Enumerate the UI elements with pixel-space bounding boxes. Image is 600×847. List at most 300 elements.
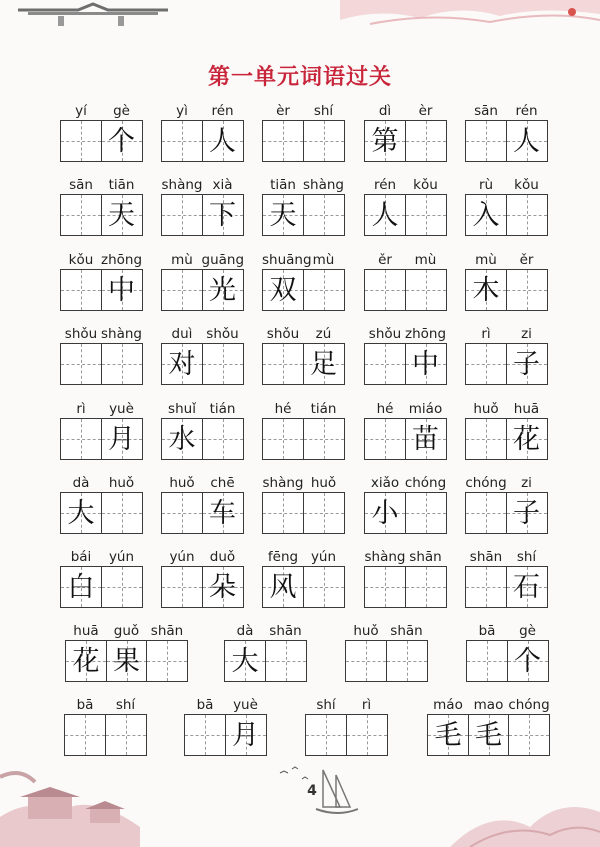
writing-cell-blank[interactable] xyxy=(405,194,447,236)
writing-cell-blank[interactable] xyxy=(465,343,507,385)
writing-cell-blank[interactable] xyxy=(303,194,345,236)
pinyin-label: huā xyxy=(73,623,99,639)
pinyin-label: shàng xyxy=(262,475,304,491)
writing-cell-filled xyxy=(101,120,143,162)
pinyin-label: zhōng xyxy=(404,326,447,342)
hanzi-character xyxy=(365,419,405,459)
pinyin-label: zhōng xyxy=(100,252,143,268)
writing-cell-blank[interactable] xyxy=(161,492,203,534)
tian-zi-ge-boxes xyxy=(262,120,343,162)
writing-cell-blank[interactable] xyxy=(506,269,548,311)
hanzi-character: 天 xyxy=(108,199,135,231)
pinyin-label: gè xyxy=(519,623,536,639)
word-item xyxy=(161,102,244,162)
hanzi-character: 车 xyxy=(209,497,236,529)
pinyin-label: huǒ xyxy=(353,623,379,639)
hanzi-character xyxy=(61,195,101,235)
writing-cell-filled xyxy=(507,640,549,682)
pinyin-label: ěr xyxy=(378,252,392,268)
writing-cell-blank[interactable] xyxy=(303,269,345,311)
hanzi-character xyxy=(61,419,101,459)
word-item xyxy=(427,696,550,756)
word-item xyxy=(60,400,143,460)
writing-cell-blank[interactable] xyxy=(465,120,507,162)
writing-cell-blank[interactable] xyxy=(105,714,147,756)
writing-cell-blank[interactable] xyxy=(161,194,203,236)
pinyin-label: chóng xyxy=(404,475,447,491)
tian-zi-ge-boxes xyxy=(65,640,187,682)
writing-cell-filled xyxy=(202,269,244,311)
writing-cell-blank[interactable] xyxy=(161,566,203,608)
hanzi-character: 子 xyxy=(513,348,540,380)
pinyin-label: mao xyxy=(473,697,504,713)
pinyin-label: shàng xyxy=(364,549,406,565)
roof-eaves-decoration xyxy=(18,0,168,30)
hanzi-character xyxy=(406,567,446,607)
writing-cell-blank[interactable] xyxy=(465,566,507,608)
mountain-decoration xyxy=(340,0,600,32)
hanzi-character: 子 xyxy=(513,497,540,529)
hanzi-character xyxy=(61,270,101,310)
writing-cell-blank[interactable] xyxy=(184,714,226,756)
word-item xyxy=(364,176,447,236)
hanzi-character xyxy=(387,641,427,681)
pinyin-label: tián xyxy=(209,401,236,417)
pinyin-label: chóng xyxy=(465,475,507,491)
pinyin-label: dà xyxy=(236,623,254,639)
pinyin-label: bā xyxy=(76,697,94,713)
tian-zi-ge-boxes xyxy=(60,492,141,534)
word-item xyxy=(60,102,143,162)
writing-cell-blank[interactable] xyxy=(303,566,345,608)
pinyin-label: rù xyxy=(478,177,494,193)
pinyin-label: shuāng xyxy=(262,252,312,268)
hanzi-character: 足 xyxy=(310,348,337,380)
writing-cell-blank[interactable] xyxy=(202,418,244,460)
writing-cell-filled xyxy=(202,194,244,236)
writing-cell-filled xyxy=(224,640,266,682)
pinyin-label: mù xyxy=(171,252,193,268)
pinyin-label: duì xyxy=(171,326,193,342)
hanzi-character xyxy=(347,715,387,755)
tian-zi-ge-boxes xyxy=(364,120,445,162)
hanzi-character xyxy=(406,121,446,161)
tian-zi-ge-boxes xyxy=(161,418,242,460)
writing-cell-blank[interactable] xyxy=(146,640,188,682)
pinyin-label: zú xyxy=(315,326,332,342)
tian-zi-ge-boxes xyxy=(262,566,343,608)
hanzi-character: 人 xyxy=(371,199,399,231)
hanzi-character xyxy=(466,567,506,607)
writing-cell-filled xyxy=(225,714,267,756)
tian-zi-ge-boxes xyxy=(161,120,242,162)
writing-cell-blank[interactable] xyxy=(405,269,447,311)
writing-cell-blank[interactable] xyxy=(465,418,507,460)
pinyin-label: rén xyxy=(373,177,397,193)
hanzi-character xyxy=(304,121,344,161)
pinyin-label: yún xyxy=(310,549,337,565)
writing-cell-blank[interactable] xyxy=(101,566,143,608)
pinyin-label: shān xyxy=(269,623,302,639)
pinyin-label: yún xyxy=(108,549,135,565)
writing-cell-blank[interactable] xyxy=(262,343,304,385)
hanzi-character: 花 xyxy=(72,645,100,677)
hanzi-character xyxy=(406,493,446,533)
hanzi-character xyxy=(466,121,506,161)
pinyin-label: kǒu xyxy=(68,252,94,268)
word-item xyxy=(364,251,447,311)
hanzi-character xyxy=(106,715,146,755)
writing-cell-blank[interactable] xyxy=(346,714,388,756)
writing-cell-filled xyxy=(101,269,143,311)
pinyin-label: miáo xyxy=(408,401,443,417)
writing-cell-blank[interactable] xyxy=(364,566,406,608)
word-item xyxy=(161,251,244,311)
pinyin-label: ěr xyxy=(519,252,534,268)
hanzi-character xyxy=(466,419,506,459)
writing-cell-blank[interactable] xyxy=(465,492,507,534)
tian-zi-ge-boxes xyxy=(465,418,546,460)
writing-cell-blank[interactable] xyxy=(161,269,203,311)
word-item xyxy=(465,325,548,385)
tian-zi-ge-boxes xyxy=(364,343,445,385)
writing-cell-blank[interactable] xyxy=(60,418,102,460)
tian-zi-ge-boxes xyxy=(161,492,242,534)
writing-cell-filled xyxy=(506,343,548,385)
pinyin-label: shǒu xyxy=(206,326,239,342)
writing-cell-blank[interactable] xyxy=(405,492,447,534)
writing-cell-filled xyxy=(262,269,304,311)
pinyin-label: shān xyxy=(469,549,503,565)
pinyin-label: huǒ xyxy=(310,475,337,491)
tian-zi-ge-boxes xyxy=(305,714,386,756)
hanzi-character: 天 xyxy=(269,199,297,231)
hanzi-character xyxy=(346,641,386,681)
hanzi-character: 大 xyxy=(67,497,95,529)
tian-zi-ge-boxes xyxy=(262,492,343,534)
hanzi-character: 月 xyxy=(108,423,135,455)
writing-cell-blank[interactable] xyxy=(262,120,304,162)
tian-zi-ge-boxes xyxy=(466,640,547,682)
hanzi-character: 双 xyxy=(269,274,297,306)
word-item xyxy=(345,622,428,682)
hanzi-character xyxy=(304,195,344,235)
tian-zi-ge-boxes xyxy=(465,194,546,236)
writing-cell-blank[interactable] xyxy=(364,343,406,385)
pinyin-label: èr xyxy=(418,103,433,119)
writing-cell-blank[interactable] xyxy=(364,418,406,460)
pinyin-label: sān xyxy=(69,177,93,193)
hanzi-character xyxy=(147,641,187,681)
hanzi-character: 月 xyxy=(232,719,259,751)
writing-cell-blank[interactable] xyxy=(60,269,102,311)
hanzi-character xyxy=(263,344,303,384)
word-item xyxy=(364,102,447,162)
writing-cell-blank[interactable] xyxy=(466,640,508,682)
pinyin-label: yí xyxy=(75,103,87,119)
pinyin-label: shí xyxy=(313,103,334,119)
hanzi-character: 第 xyxy=(371,125,399,157)
pinyin-label: máo xyxy=(433,697,463,713)
tian-zi-ge-boxes xyxy=(161,343,242,385)
writing-cell-blank[interactable] xyxy=(508,714,550,756)
writing-cell-blank[interactable] xyxy=(386,640,428,682)
pinyin-label: hé xyxy=(376,401,394,417)
tian-zi-ge-boxes xyxy=(60,269,141,311)
hanzi-character xyxy=(509,715,549,755)
pinyin-label: kǒu xyxy=(413,177,438,193)
pinyin-label: fēng xyxy=(267,549,299,565)
hanzi-character: 下 xyxy=(209,199,236,231)
pinyin-label: mù xyxy=(312,252,335,268)
pinyin-label: rén xyxy=(515,103,538,119)
writing-cell-blank[interactable] xyxy=(161,120,203,162)
hanzi-character xyxy=(266,641,306,681)
writing-cell-filled xyxy=(101,418,143,460)
tian-zi-ge-boxes xyxy=(161,566,242,608)
word-item xyxy=(364,325,447,385)
pinyin-label: dà xyxy=(72,475,90,491)
tian-zi-ge-boxes xyxy=(60,194,141,236)
pinyin-label: tiān xyxy=(108,177,135,193)
word-item xyxy=(161,548,244,608)
tian-zi-ge-boxes xyxy=(60,566,141,608)
writing-cell-filled xyxy=(202,492,244,534)
tian-zi-ge-boxes xyxy=(364,269,445,311)
hanzi-character xyxy=(162,121,202,161)
hanzi-character xyxy=(162,493,202,533)
writing-cell-blank[interactable] xyxy=(60,343,102,385)
writing-cell-filled xyxy=(405,343,447,385)
hanzi-character: 朵 xyxy=(209,571,236,603)
hanzi-character: 人 xyxy=(513,125,540,157)
hanzi-character xyxy=(467,641,507,681)
writing-cell-blank[interactable] xyxy=(405,566,447,608)
pinyin-label: sān xyxy=(474,103,498,119)
tian-zi-ge-boxes xyxy=(161,269,242,311)
word-item xyxy=(60,474,143,534)
writing-cell-blank[interactable] xyxy=(64,714,106,756)
hanzi-character xyxy=(304,493,344,533)
hanzi-character xyxy=(263,121,303,161)
writing-cell-blank[interactable] xyxy=(364,269,406,311)
hanzi-character xyxy=(365,270,405,310)
writing-cell-filled xyxy=(506,120,548,162)
pinyin-label: gè xyxy=(113,103,130,119)
word-item xyxy=(60,325,143,385)
pinyin-label: yuè xyxy=(109,401,134,417)
hanzi-character: 个 xyxy=(108,125,135,157)
writing-cell-blank[interactable] xyxy=(305,714,347,756)
pinyin-label: rì xyxy=(76,401,86,417)
pinyin-label: shí xyxy=(316,697,336,713)
hanzi-character xyxy=(507,195,547,235)
pinyin-label: duǒ xyxy=(209,549,236,565)
hanzi-character: 风 xyxy=(269,571,297,603)
word-item xyxy=(262,176,345,236)
writing-cell-filled xyxy=(161,343,203,385)
pinyin-label: shàng xyxy=(161,177,203,193)
hanzi-character xyxy=(304,270,344,310)
pinyin-label: shí xyxy=(115,697,136,713)
pinyin-label: kǒu xyxy=(514,177,539,193)
hanzi-character xyxy=(306,715,346,755)
pinyin-label: yì xyxy=(176,103,188,119)
pinyin-label: shǒu xyxy=(266,326,300,342)
tian-zi-ge-boxes xyxy=(262,343,343,385)
hanzi-character: 毛 xyxy=(475,719,502,751)
tian-zi-ge-boxes xyxy=(60,418,141,460)
hanzi-character: 大 xyxy=(231,645,259,677)
hanzi-character: 果 xyxy=(113,645,140,677)
writing-cell-filled xyxy=(427,714,469,756)
pinyin-label: rì xyxy=(361,697,372,713)
hanzi-character xyxy=(263,419,303,459)
word-item xyxy=(161,400,244,460)
hanzi-character: 苗 xyxy=(412,423,439,455)
pinyin-label: bái xyxy=(70,549,92,565)
tian-zi-ge-boxes xyxy=(465,269,546,311)
hanzi-character xyxy=(203,419,243,459)
hanzi-character xyxy=(507,270,547,310)
writing-cell-blank[interactable] xyxy=(303,120,345,162)
word-item xyxy=(262,102,345,162)
pavilion-landscape-decoration xyxy=(0,757,140,847)
pinyin-label: shuǐ xyxy=(168,401,196,417)
hanzi-character xyxy=(102,344,142,384)
pinyin-label: shān xyxy=(150,623,184,639)
pinyin-label: xiǎo xyxy=(370,475,400,491)
hanzi-character: 光 xyxy=(209,274,236,306)
word-item xyxy=(465,251,548,311)
hanzi-character: 白 xyxy=(67,571,95,603)
hanzi-character: 木 xyxy=(472,274,500,306)
pinyin-label: mù xyxy=(475,252,497,268)
pinyin-label: rén xyxy=(211,103,234,119)
writing-cell-filled xyxy=(202,566,244,608)
hanzi-character: 水 xyxy=(168,423,196,455)
tian-zi-ge-boxes xyxy=(224,640,305,682)
writing-cell-filled xyxy=(506,492,548,534)
pinyin-label: bā xyxy=(196,697,214,713)
writing-cell-filled xyxy=(468,714,510,756)
writing-cell-blank[interactable] xyxy=(265,640,307,682)
writing-cell-blank[interactable] xyxy=(303,418,345,460)
page-number: 4 xyxy=(307,783,317,799)
writing-cell-blank[interactable] xyxy=(101,492,143,534)
hanzi-character: 中 xyxy=(412,348,439,380)
word-item xyxy=(262,251,345,311)
writing-cell-filled xyxy=(60,566,102,608)
writing-cell-blank[interactable] xyxy=(101,343,143,385)
pinyin-label: hé xyxy=(274,401,292,417)
hanzi-character xyxy=(466,493,506,533)
hanzi-character: 石 xyxy=(513,571,540,603)
pinyin-label: mù xyxy=(414,252,437,268)
hills-decoration xyxy=(450,777,600,847)
pinyin-label: dì xyxy=(378,103,392,119)
pinyin-label: huǒ xyxy=(169,475,195,491)
tian-zi-ge-boxes xyxy=(161,194,242,236)
pinyin-label: tián xyxy=(310,401,337,417)
word-item xyxy=(465,400,548,460)
hanzi-character xyxy=(65,715,105,755)
pinyin-label: chē xyxy=(210,475,235,491)
writing-cell-blank[interactable] xyxy=(506,194,548,236)
writing-cell-filled xyxy=(405,418,447,460)
writing-cell-filled xyxy=(506,418,548,460)
writing-cell-blank[interactable] xyxy=(262,418,304,460)
pinyin-label: shí xyxy=(516,549,537,565)
hanzi-character xyxy=(185,715,225,755)
tian-zi-ge-boxes xyxy=(262,418,343,460)
tian-zi-ge-boxes xyxy=(345,640,426,682)
tian-zi-ge-boxes xyxy=(184,714,265,756)
writing-cell-blank[interactable] xyxy=(202,343,244,385)
writing-cell-blank[interactable] xyxy=(60,120,102,162)
word-item xyxy=(364,548,447,608)
pinyin-label: yún xyxy=(169,549,195,565)
tian-zi-ge-boxes xyxy=(60,120,141,162)
word-item xyxy=(465,548,548,608)
word-item xyxy=(465,102,548,162)
writing-cell-filled xyxy=(465,269,507,311)
hanzi-character: 人 xyxy=(209,125,236,157)
word-item xyxy=(161,325,244,385)
writing-cell-blank[interactable] xyxy=(405,120,447,162)
writing-cell-filled xyxy=(364,194,406,236)
word-item xyxy=(465,176,548,236)
hanzi-character xyxy=(406,270,446,310)
writing-cell-blank[interactable] xyxy=(262,492,304,534)
pinyin-label: shān xyxy=(390,623,423,639)
writing-cell-filled xyxy=(364,492,406,534)
writing-cell-filled xyxy=(465,194,507,236)
pinyin-label: huǒ xyxy=(108,475,135,491)
writing-cell-blank[interactable] xyxy=(60,194,102,236)
hanzi-character: 花 xyxy=(513,423,540,455)
writing-cell-filled xyxy=(262,566,304,608)
writing-cell-blank[interactable] xyxy=(303,492,345,534)
writing-cell-filled xyxy=(60,492,102,534)
writing-cell-filled xyxy=(364,120,406,162)
word-item xyxy=(184,696,267,756)
tian-zi-ge-boxes xyxy=(364,492,445,534)
pinyin-label: shǒu xyxy=(64,326,98,342)
word-item xyxy=(465,474,548,534)
word-item xyxy=(161,176,244,236)
pinyin-label: rì xyxy=(481,326,491,342)
pinyin-label: tiān xyxy=(270,177,296,193)
pinyin-label: shān xyxy=(409,549,442,565)
tian-zi-ge-boxes xyxy=(465,120,546,162)
word-item xyxy=(262,548,345,608)
tian-zi-ge-boxes xyxy=(262,194,343,236)
writing-cell-blank[interactable] xyxy=(345,640,387,682)
word-item xyxy=(60,548,143,608)
pinyin-label: bā xyxy=(478,623,496,639)
tian-zi-ge-boxes xyxy=(364,566,445,608)
hanzi-character xyxy=(466,344,506,384)
word-item xyxy=(60,176,143,236)
writing-cell-filled xyxy=(161,418,203,460)
hanzi-character: 毛 xyxy=(434,719,462,751)
tian-zi-ge-boxes xyxy=(364,418,445,460)
tian-zi-ge-boxes xyxy=(465,343,546,385)
word-item xyxy=(364,400,447,460)
pinyin-label: shàng xyxy=(101,326,142,342)
hanzi-character xyxy=(102,493,142,533)
